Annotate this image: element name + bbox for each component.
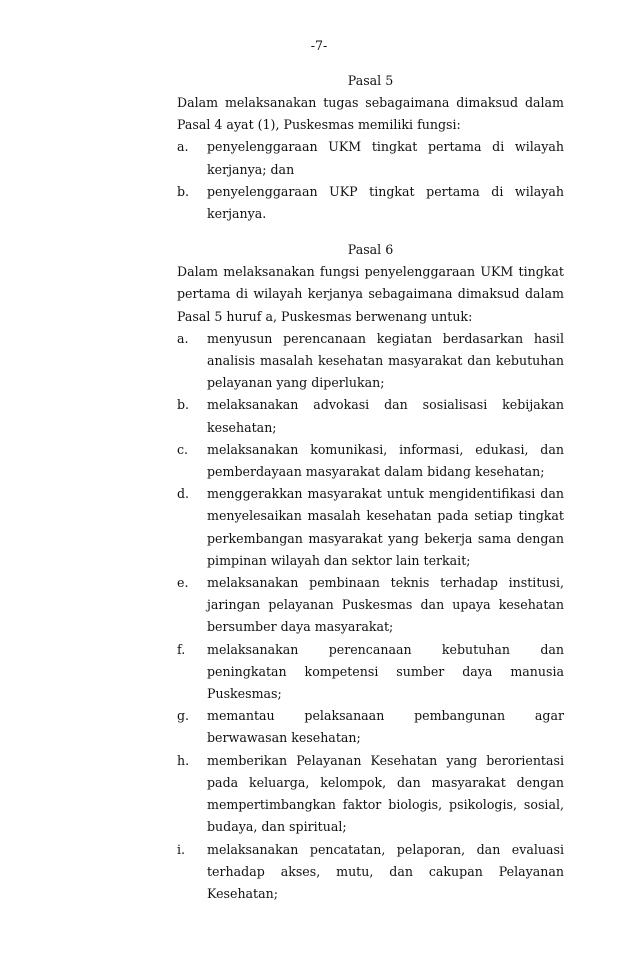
item-text: melaksanakan komunikasi, informasi, edukasi, dan pemberdayaan masyarakat dalam bidang kesehatan; — [207, 441, 564, 480]
item-text: menyusun perencanaan kegiatan berdasarkan hasil analisis masalah kesehatan masyarakat dan kebutuhan pelayanan yang diperlukan; — [207, 330, 564, 391]
item-letter: g. — [177, 708, 190, 724]
pasal-6-item — [177, 439, 564, 483]
pasal-5-item — [177, 181, 564, 225]
document-body — [177, 70, 564, 905]
pasal-5-intro: Dalam melaksanakan tugas sebagaimana dimaksud dalam Pasal 4 ayat (1), Puskesmas memiliki fungsi: — [177, 95, 564, 133]
item-text: penyelenggaraan UKP tingkat pertama di wilayah kerjanya. — [207, 183, 564, 222]
pasal-6-item — [177, 839, 564, 906]
item-letter: c. — [177, 441, 189, 457]
pasal-6-item — [177, 705, 564, 749]
item-text: memberikan Pelayanan Kesehatan yang berorientasi pada keluarga, kelompok, dan masyarakat dengan mempertimbangkan faktor biologis, psikologis, sosial, budaya, dan spiritual; — [207, 752, 564, 835]
item-text: melaksanakan perencanaan kebutuhan dan peningkatan kompetensi sumber daya manusia Puskesmas; — [207, 641, 564, 702]
pasal-6-item — [177, 750, 564, 839]
item-text: melaksanakan advokasi dan sosialisasi kebijakan kesehatan; — [207, 397, 564, 435]
item-letter: a. — [177, 139, 189, 155]
item-text: memantau pelaksanaan pembangunan agar berwawasan kesehatan; — [207, 708, 564, 746]
item-letter: h. — [177, 752, 190, 768]
pasal-6-title: Pasal 6 — [347, 242, 394, 258]
item-letter: i. — [177, 841, 186, 857]
item-text: penyelenggaraan UKM tingkat pertama di wilayah kerjanya; dan — [207, 139, 564, 177]
item-text: melaksanakan pembinaan teknis terhadap institusi, jaringan pelayanan Puskesmas dan upaya kesehatan bersumber daya masyarakat; — [207, 575, 564, 635]
pasal-6-intro: Dalam melaksanakan fungsi penyelenggaraan UKM tingkat pertama di wilayah kerjanya sebagaimana dimaksud dalam Pasal 5 huruf a, Puskesmas berwenang untuk: — [177, 264, 564, 324]
pasal-6-item — [177, 572, 564, 639]
pasal-6-item — [177, 328, 564, 395]
pasal-6-item — [177, 394, 564, 438]
item-letter: e. — [177, 575, 189, 591]
item-letter: b. — [177, 397, 190, 413]
item-letter: b. — [177, 183, 190, 199]
page-number: -7- — [310, 38, 328, 53]
pasal-6-item — [177, 483, 564, 572]
pasal-6-item — [177, 639, 564, 706]
section-gap — [177, 225, 564, 239]
pasal-5-title: Pasal 5 — [347, 73, 394, 88]
item-letter: f. — [177, 641, 186, 657]
item-letter: a. — [177, 330, 189, 346]
pasal-5-item — [177, 136, 564, 180]
item-text: menggerakkan masyarakat untuk mengidentifikasi dan menyelesaikan masalah kesehatan pada setiap tingkat perkembangan masyarakat yang bekerja sama dengan pimpinan wilayah dan sektor lain terkait; — [207, 486, 564, 568]
item-letter: d. — [177, 486, 190, 502]
item-text: melaksanakan pencatatan, pelaporan, dan evaluasi terhadap akses, mutu, dan cakupan Pelayanan Kesehatan; — [207, 841, 564, 901]
